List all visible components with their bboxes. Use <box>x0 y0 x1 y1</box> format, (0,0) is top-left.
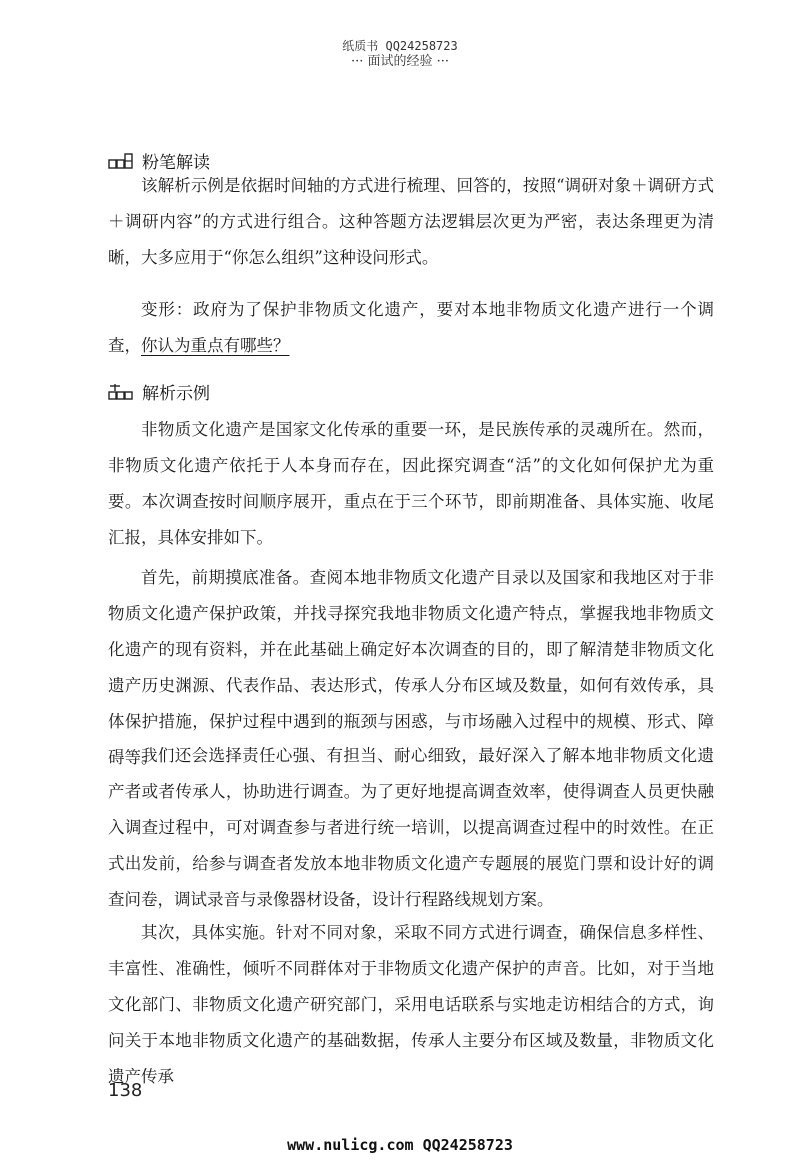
page-header <box>0 38 800 70</box>
paragraph: 首先，前期摸底准备。查阅本地非物质文化遗产目录以及国家和我地区对于非物质文化遗产保护政策，并找寻探究我地非物质文化遗产特点，掌握我地非物质文化遗产的现有资料，并在此基础上确定好本次调查的目的，即了解清楚非物质文化遗产历史渊源、代表作品、表达形式，传承人分布区域及数量，如何有效传承，具体保护措施，保护过程中遇到的瓶颈与困惑，与市场融入过程中的规模、形式、障碍等。 <box>108 568 714 767</box>
book-grid-icon <box>108 383 134 401</box>
variant-paragraph <box>108 292 714 364</box>
paragraph: 该解析示例是依据时间轴的方式进行梳理、回答的，按照“调研对象＋调研方式＋调研内容”的方式进行组合。这种答题方法逻辑层次更为严密，表达条理更为清晰，大多应用于“你怎么组织”这种设问形式。 <box>108 176 714 267</box>
variant-text: 变形：政府为了保护非物质文化遗产，要对本地非物质文化遗产进行一个调查， <box>108 300 714 355</box>
paragraph: 非物质文化遗产是国家文化传承的重要一环，是民族传承的灵魂所在。然而，非物质文化遗产依托于人本身而存在，因此探究调查“活”的文化如何保护尤为重要。本次调查按时间顺序展开，重点在于三个环节，即前期准备、具体实施、收尾汇报，具体安排如下。 <box>108 420 714 547</box>
page-number: 138 <box>108 1080 143 1101</box>
section-title: 解析示例 <box>142 384 210 404</box>
footer-watermark-url: www.nulicg.com QQ24258723 <box>287 1136 513 1154</box>
running-title: ··· 面试的经验 ··· <box>350 54 450 69</box>
underlined-question: 你认为重点有哪些？ <box>141 336 290 355</box>
paragraph: 我们还会选择责任心强、有担当、耐心细致，最好深入了解本地非物质文化遗产者或者传承人，协助进行调查。为了更好地提高调查效率，使得调查人员更快融入调查过程中，可对调查参与者进行统一培训，以提高调查过程中的时效性。在正式出发前，给参与调查者发放本地非物质文化遗产专题展的展览门票和设计好的调查问卷，调试录音与录像器材设备，设计行程路线规划方案。 <box>108 746 714 909</box>
book-grid-icon <box>108 152 134 170</box>
paragraph: 其次，具体实施。针对不同对象，采取不同方式进行调查，确保信息多样性、丰富性、准确性，倾听不同群体对于非物质文化遗产保护的声音。比如，对于当地文化部门、非物质文化遗产研究部门，采用电话联系与实地走访相结合的方式，询问关于本地非物质文化遗产的基础数据，传承人主要分布区域及数量，非物质文化遗产传承 <box>108 923 714 1086</box>
section-heading-analysis-example <box>108 379 210 404</box>
header-watermark: 纸质书 QQ24258723 <box>342 39 458 53</box>
section-title: 粉笔解读 <box>142 153 210 173</box>
